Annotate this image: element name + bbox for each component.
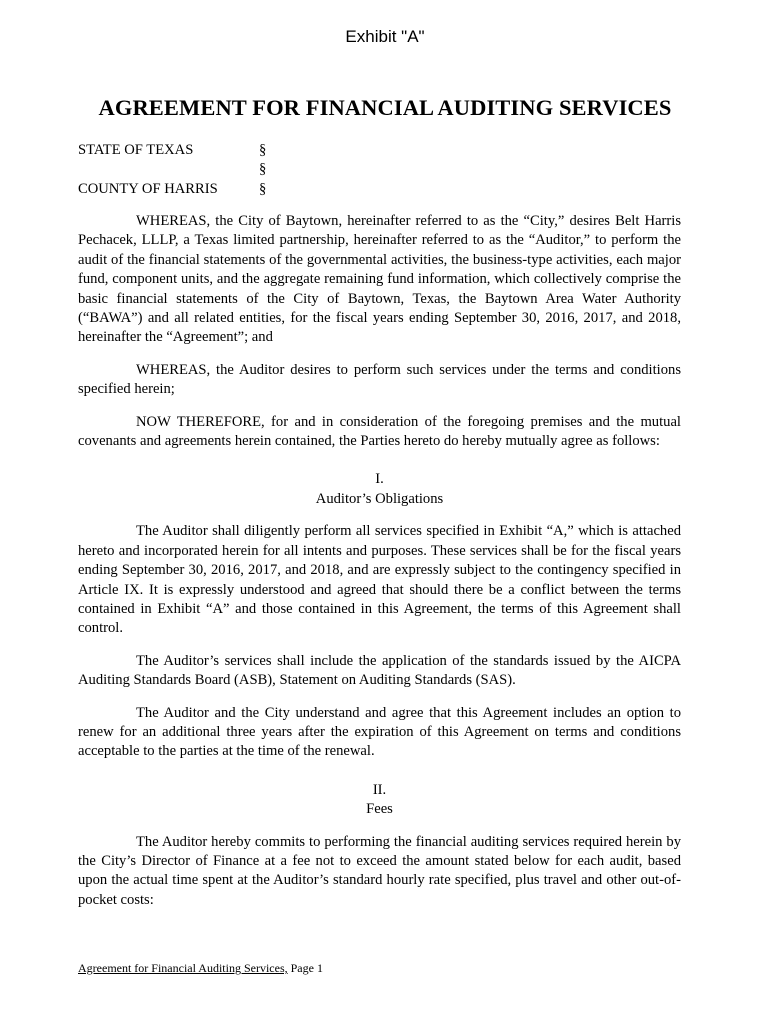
article-paragraph: The Auditor hereby commits to performing the financial auditing services required herein by the City’s Director of Finance at a fee not to exceed the amount stated below for each audit, based upon the actual time spent at the Auditor’s standard hourly rate specified, plus travel and other out-of-pocket costs: — [78, 833, 681, 908]
footer-doc-title: Agreement for Financial Auditing Services, — [78, 961, 288, 975]
article-number: I. — [375, 471, 384, 488]
article-number: II. — [372, 781, 387, 798]
article-heading — [78, 775, 681, 820]
recital-paragraph: WHEREAS, the Auditor desires to perform such services under the terms and conditions specified herein; — [78, 361, 681, 398]
venue-county: COUNTY OF HARRIS — [78, 180, 218, 197]
article-paragraph: The Auditor shall diligently perform all services specified in Exhibit “A,” which is attached hereto and incorporated herein for all intents and purposes. These services shall be for the fiscal years ending September 30, 2016, 2017, and 2018, and are expressly subject to the contingency specified in Article IX. It is expressly understood and agreed that should there be a conflict between the terms contained in Exhibit “A” and those contained in this Agreement, the terms of this Agreement shall control. — [78, 523, 681, 637]
article-title: Auditor’s Obligations — [315, 490, 444, 507]
venue-block — [78, 141, 378, 199]
recital-paragraph: WHEREAS, the City of Baytown, hereinafter referred to as the “City,” desires Belt Harris Pechacek, LLLP, a Texas limited partnership, hereinafter referred to as the “Auditor,” to perform the audit of the financial statements of the governmental activities, the business-type activities, each major fund, component units, and the aggregate remaining fund information, which collectively comprise the basic financial statements of the City of Baytown, Texas, the Baytown Area Water Authority (“BAWA”) and all related entities, for the fiscal years ending September 30, 2016, 2017, and 2018, hereinafter the “Agreement”; and — [78, 213, 681, 346]
section-symbol: § — [259, 142, 267, 158]
exhibit-label: Exhibit "A" — [345, 27, 425, 46]
section-symbol: § — [259, 161, 267, 178]
article-paragraph: The Auditor and the City understand and agree that this Agreement includes an option to renew for an additional three years after the expiration of this Agreement on terms and conditions acceptable to the parties at the time of the renewal. — [78, 704, 681, 760]
document-body — [78, 212, 681, 923]
page-footer — [78, 961, 323, 976]
document-title: AGREEMENT FOR FINANCIAL AUDITING SERVICES — [98, 95, 672, 120]
article-title: Fees — [366, 801, 393, 818]
article-paragraph: The Auditor’s services shall include the application of the standards issued by the AICPA Auditing Standards Board (ASB), Statement on Auditing Standards (SAS). — [78, 652, 681, 689]
section-symbol: § — [259, 180, 267, 197]
article-heading — [78, 464, 681, 509]
recital-paragraph: NOW THEREFORE, for and in consideration of the foregoing premises and the mutual covenants and agreements herein contained, the Parties hereto do hereby mutually agree as follows: — [78, 413, 681, 450]
venue-state: STATE OF TEXAS — [78, 142, 194, 158]
footer-page-number: Page 1 — [287, 961, 323, 975]
